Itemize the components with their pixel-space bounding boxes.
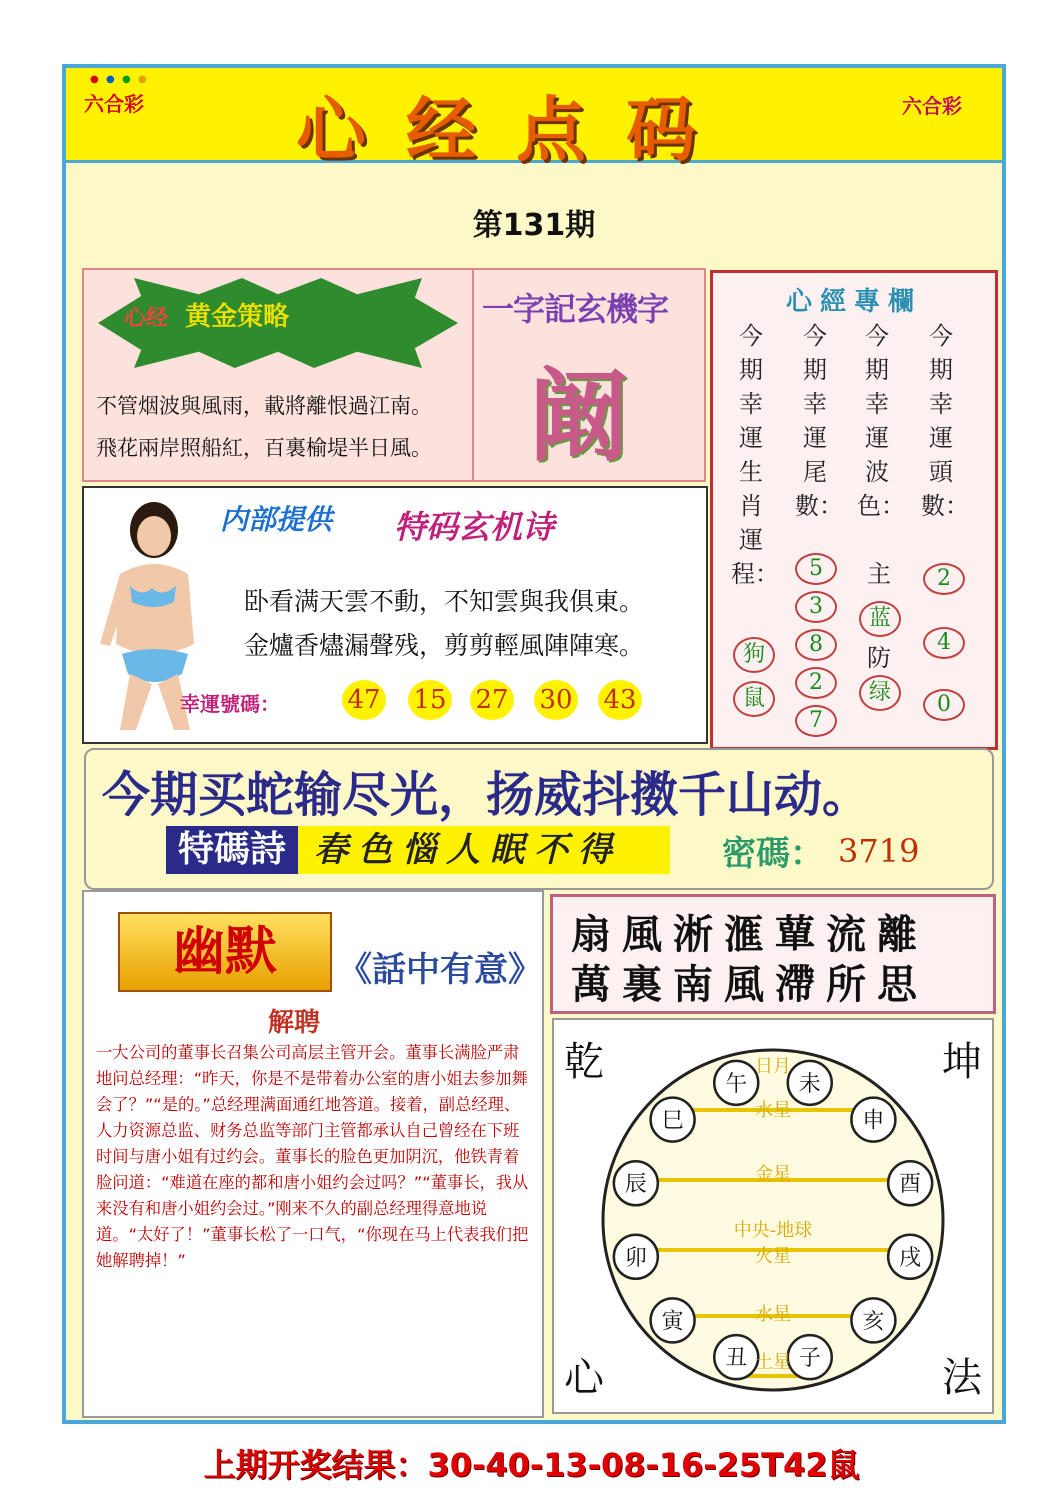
tail-value: 3 [795,591,837,623]
branch-label: 巳 [661,1108,684,1134]
gold-banner [124,296,289,333]
tail-value: 2 [795,667,837,699]
lucky-number: 15 [408,680,452,720]
column-label-tail: 今期幸運尾數： [795,322,843,520]
wind-poem-box [550,894,996,1014]
color-backup-label: 防 [867,644,891,672]
tema-poem-label: 特碼詩 [166,826,298,874]
issue-number: 第131期 [472,208,596,243]
gold-banner-big: 黄金策略 [185,302,290,332]
poem-header-inside: 内部提供 [220,503,333,536]
password-value: 3719 [838,832,920,870]
dot-icon: ● [122,74,131,85]
head-value: 0 [923,689,965,721]
color-main-label: 主 [867,560,891,588]
corner-char: 乾 [564,1039,604,1085]
tail-value: 5 [795,553,837,585]
dot-icon: ● [138,74,147,85]
last-result: 上期开奖结果：30-40-13-08-16-25T42鼠 [203,1446,860,1484]
branch-label: 未 [798,1071,821,1097]
planet-label: 金星 [755,1164,791,1185]
wind-poem-line: 扇風淅滙蕇流離 [571,911,928,958]
joke-subtitle: 《話中有意》 [338,950,542,990]
gold-poem-line: 飛花兩岸照船紅，百裏榆堤半日風。 [96,436,432,460]
planet-label: 水星 [755,1304,791,1325]
column-title: 心經專欄 [785,287,922,317]
branch-label: 丑 [725,1346,748,1372]
gold-poem-line: 不管烟波與風雨，載將離恨過江南。 [96,394,432,418]
password-label: 密碼： [722,834,824,874]
page-title: 心经点码 [296,88,736,171]
lucky-numbers-label: 幸運號碼： [180,692,280,716]
zodiac-value: 狗 [733,637,775,673]
headline-text: 今期买蛇输尽光，扬威抖擞千山动。 [102,767,871,823]
gold-banner-small: 心经 [124,306,169,331]
branch-label: 戌 [899,1245,922,1271]
branch-label: 辰 [624,1172,647,1198]
lucky-number: 43 [598,680,642,720]
mystery-char-title: 一字記玄機字 [482,290,669,328]
lucky-number: 30 [534,680,578,720]
joke-title: 解聘 [268,1008,321,1038]
branch-label: 卯 [624,1245,647,1271]
mystery-poem-box [82,486,708,744]
branch-label: 寅 [661,1309,684,1335]
bagua-circle [554,1020,992,1412]
tail-value: 7 [795,705,837,737]
wind-poem-line: 萬裏南風滯所思 [571,961,928,1008]
poster-frame [62,64,1006,1424]
planet-label: 水星 [755,1100,791,1121]
poem-line: 卧看满天雲不動，不知雲與我俱東。 [244,587,645,616]
column-box [710,270,998,750]
dot-icon: ● [90,74,99,85]
branch-label: 申 [862,1108,885,1134]
branch-label: 亥 [862,1309,885,1335]
joke-body: 一大公司的董事长召集公司高层主管开会。董事长满脸严肃地问总经理：“昨天，你是不是带着办公室的唐小姐去参加舞会了？”“是的。”总经理满面通红地答道。接着，副总经理、人力资源总监、财务总监等部门主管都承认自己曾经在下班时间与唐小姐有过约会。董事长的脸色更加阴沉，他铁青着脸问道：“难道在座的都和唐小姐约会过吗？”“董事长，我从来没有和唐小姐约会过。”刚来不久的副总经理得意地说道。“太好了！”董事长松了一口气，“你现在马上代表我们把她解聘掉！” [96,1043,529,1270]
planet-label: 中央-地球 [733,1220,813,1241]
poem-line: 金爐香燼漏聲残，剪剪輕風陣陣寒。 [244,631,645,660]
color-value: 蓝 [859,601,901,637]
bagua-diagram-box [552,1018,994,1414]
branch-label: 子 [798,1346,821,1372]
headline-box [84,748,994,890]
tail-value: 8 [795,629,837,661]
lucky-number: 47 [342,680,386,720]
branch-label: 午 [725,1071,748,1097]
planet-label: 土星 [755,1352,791,1373]
tema-poem-value: 春色惱人眠不得 [298,826,670,874]
head-value: 2 [923,563,965,595]
logo-right: 六合彩 [902,94,962,118]
planet-label: 日月 [755,1056,791,1077]
column-label-zodiac: 今期幸運生肖運程： [731,322,779,588]
color-value: 绿 [859,675,901,711]
planet-label: 火星 [755,1246,791,1267]
dot-icon: ● [106,74,115,85]
header-bar [66,68,1002,171]
head-value: 4 [923,627,965,659]
gold-strategy-box [82,268,476,482]
column-label-color: 今期幸運波色： [857,322,905,520]
branch-label: 酉 [899,1172,922,1198]
corner-char: 心 [564,1355,604,1401]
joke-box [82,890,544,1418]
logo-left-text: 六合彩 [84,92,144,116]
corner-char: 法 [942,1355,982,1401]
humor-logo: 幽默 [118,912,332,992]
poem-header-title: 特码玄机诗 [394,508,555,546]
corner-char: 坤 [942,1039,982,1085]
lucky-number: 27 [470,680,514,720]
mystery-char-box [472,268,706,482]
logo-left [84,74,147,117]
zodiac-value: 鼠 [733,681,775,717]
column-label-head: 今期幸運頭數： [921,322,969,520]
mystery-char: 阚 [529,357,629,475]
